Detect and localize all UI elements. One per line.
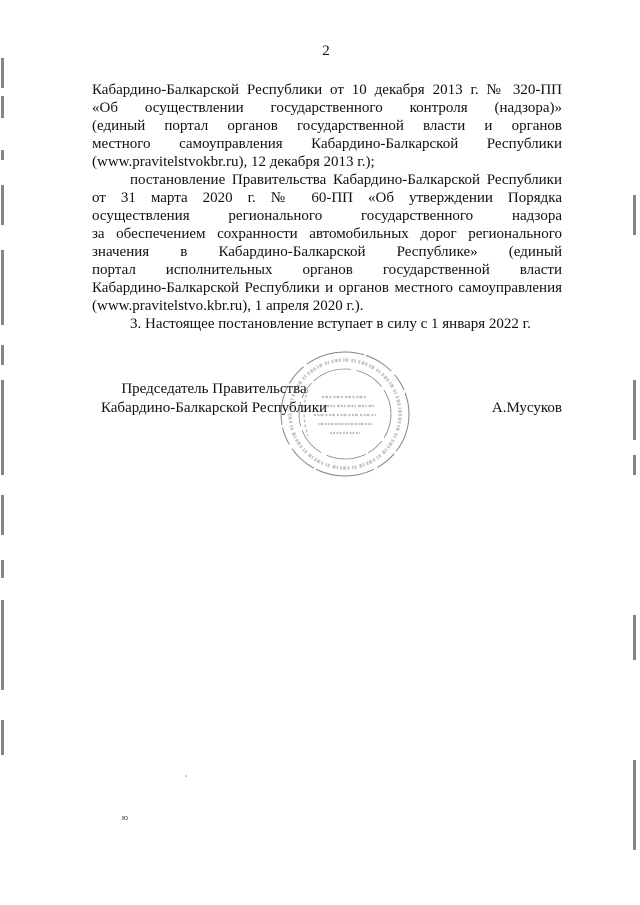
signatory-position-line: Председатель Правительства	[121, 381, 307, 397]
signatory-name: А.Мусуков	[491, 400, 562, 416]
body-line: постановление Правительства Кабардино-Балкарской Республики	[130, 172, 562, 188]
body-line: Кабардино-Балкарской Республики от 10 декабря 2013 г. № 320-ПП	[92, 82, 562, 98]
page-number: 2	[322, 43, 330, 59]
body-line: (www.pravitelstvo.kbr.ru), 1 апреля 2020 г.).	[92, 298, 364, 314]
body-line: Кабардино-Балкарской Республики и органов местного самоуправления	[92, 280, 562, 296]
body-line: значения в Кабардино-Балкарской Республике» (единый	[92, 244, 562, 260]
body-line: 3. Настоящее постановление вступает в силу с 1 января 2022 г.	[130, 316, 531, 332]
body-line: местного самоуправления Кабардино-Балкарской Республики	[92, 136, 562, 152]
body-line: (единый портал органов государственной власти и органов	[92, 118, 562, 134]
body-line: (www.pravitelstvokbr.ru), 12 декабря 2013 г.);	[92, 154, 375, 170]
document-body	[92, 81, 562, 333]
signatory-position-line: Кабардино-Балкарской Республики	[100, 400, 328, 416]
scan-mark: ю	[122, 813, 128, 822]
body-line: «Об осуществлении государственного контроля (надзора)»	[92, 100, 562, 116]
body-line: от 31 марта 2020 г. № 60-ПП «Об утверждении Порядка	[92, 190, 562, 206]
official-seal-icon	[278, 350, 414, 480]
body-line: за обеспечением сохранности автомобильных дорог регионального	[92, 226, 562, 242]
body-line: портал исполнительных органов государственной власти	[92, 262, 562, 278]
body-line: осуществления регионального государственного надзора	[92, 208, 562, 224]
